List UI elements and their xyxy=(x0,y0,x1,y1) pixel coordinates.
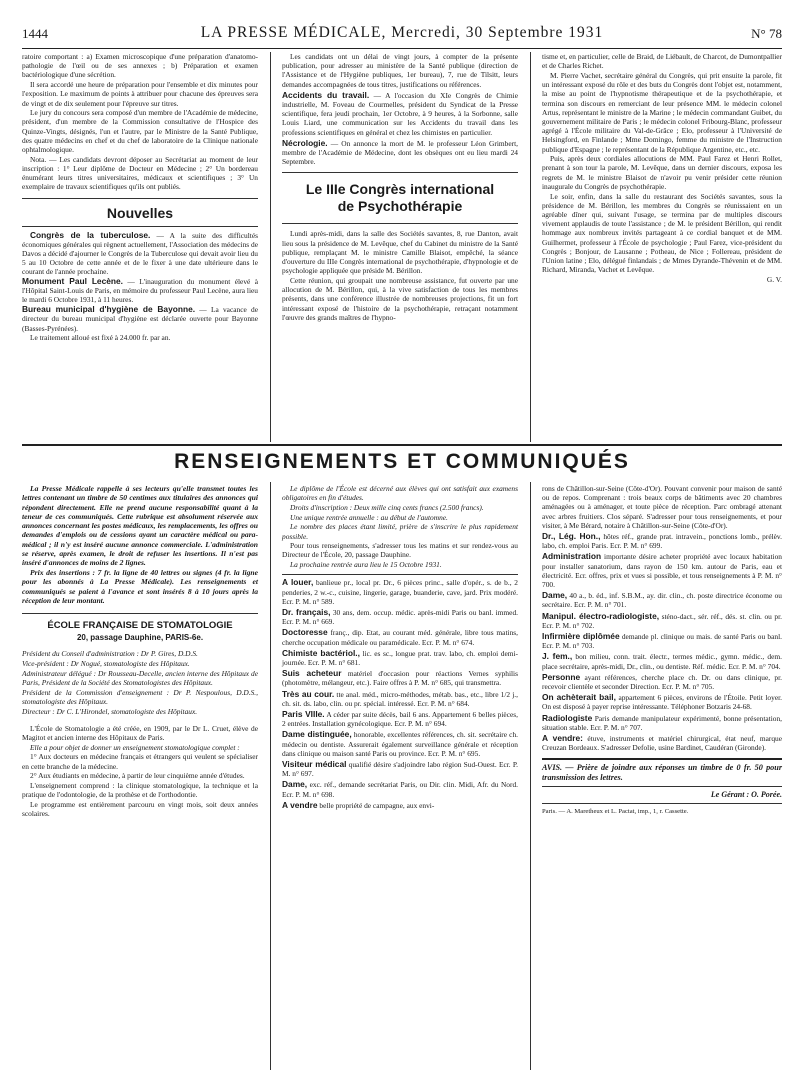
classified-ad xyxy=(542,693,782,711)
classified-ad xyxy=(542,632,782,650)
journal-masthead: LA PRESSE MÉDICALE, Mercredi, 30 Septembre 1931 xyxy=(200,24,604,41)
classified-ad xyxy=(282,608,518,626)
divider xyxy=(22,226,258,227)
classified-ad-text: matériel d'occasion pour réactions Vernes syphilis (photomètre, mélangeur, etc.). Faire offres à P. M. n° 685, qui transmettra. xyxy=(282,669,518,688)
paragraph: Une unique rentrée annuelle : au début de l'automne. xyxy=(290,512,448,522)
classified-ad xyxy=(542,532,782,550)
congres-title: Le IIIe Congrès international xyxy=(305,181,495,198)
classified-ad-text: sténo-dact., sér. réf., dés. st. clin. ou pr. Ecr. P. M. n° 702. xyxy=(542,611,782,630)
classified-ad-text: A céder par suite décès, bail 6 ans. Appartement 6 belles pièces, 2 entrées. Installation gynécologique. Ecr. P. M. n° 694. xyxy=(282,709,518,729)
classified-ad xyxy=(282,710,518,728)
classified-ad xyxy=(542,714,782,732)
column-5 xyxy=(282,484,518,811)
classified-ad-heading: Dame, xyxy=(542,590,568,601)
column-3 xyxy=(542,52,782,285)
congres-subtitle: de Psychothérapie xyxy=(337,198,463,215)
classified-list xyxy=(542,532,782,752)
classified-ad-heading: Doctoresse xyxy=(282,627,328,638)
paragraph: Le jury du concours sera composé d'un membre de l'Académie de médecine, président, d'un membre de la Commission consultative de l'Hospice des Quinze-Vingts, désignés, l'un et l'autre, par le Ministre de la Santé Publique, des quatre médecins en chef et du chef de laboratoire de la Clinique nationale ophtalmologique. xyxy=(22,108,258,155)
classified-ad-text: appartement 6 pièces, environs de l'Étoile. Petit loyer. On est disposé à payer reprise intéressante. Téléphoner Botzaris 24-68. xyxy=(542,693,782,712)
classified-ad-text: belle propriété de campagne, aux envi- xyxy=(317,800,435,810)
journal-title: LA PRESSE MÉDICALE xyxy=(200,24,382,41)
paragraph: Pour tous renseignements, s'adresser tous les matins et sur rendez-vous au Directeur de l'École, 20, passage Dauphine. xyxy=(282,541,518,560)
paragraph: Le programme est entièrement parcouru en vingt mois, soit deux années scolaires. xyxy=(22,799,258,819)
signature: G. V. xyxy=(766,274,782,284)
classified-ad-text: banlieue pr., local pr. Dr., 6 pièces princ., salle d'opér., s. de b., 2 penderies, 2 w.-c., cuisine, lingerie, garage, buanderie, cave, jard. Prix modéré. Ecr. P. M. n° 589. xyxy=(282,578,518,606)
paragraph: Le soir, enfin, dans la salle du restaurant des Sociétés savantes, sous la présidence de M. Bérillon, les membres du Congrès se réunissaient en un agréable dîner qui, suivant l'usage, se termina par de multiples discours vivement applaudis de toute l'assistance ; de M. le président Bérillon, qui rendit hommage aux nombreux invités partageant à ce cordial banquet et de MM. Guilhermet, professeur à l'École de psychologie ; Paul Farez, vice-président du Congrès ; Bonjour, de Lausanne ; Potheau, de Nice ; Follereau, président de l'Union latine ; Elo, délégué finlandais ; de Mmes Dyrande-Thévenin et de MM. Richard, Miranda, Vachet et Levêque. xyxy=(542,191,782,275)
staff-line: Directeur : Dr C. L'Hirondel, stomatologiste des Hôpitaux. xyxy=(22,706,198,716)
column-2 xyxy=(282,52,518,322)
classified-ad xyxy=(282,628,518,646)
section-title-renseignements: RENSEIGNEMENTS ET COMMUNIQUÉS xyxy=(174,450,630,473)
classified-ad-heading: Infirmière diplômée xyxy=(542,631,620,642)
paragraph: M. Pierre Vachet, secrétaire général du Congrès, qui prit ensuite la parole, fit un intéressant exposé du rôle et des buts du Congrès dont l'objet est, notamment, la mise au point de l'hypnotisme thérapeutique et de la psychothérapie, et termina son discours en remerciant de leur présence MM. le médecin colonel Artus, représentant le ministre de la Marine ; le médecin commandant Guibet, du gouvernement militaire de Paris ; le médecin colonel Fribourg-Blanc, professeur agrégé à l'École militaire du Val-de-Grâce ; Elo, professeur à l'Université de Helsingford, en Finlande ; Mme Domingo, femme du ministre de l'Instruction publique d'Espagne ; le représentant de la République Argentine, etc., etc. xyxy=(542,70,782,154)
classified-ad xyxy=(282,690,518,708)
divider xyxy=(282,172,518,173)
paragraph: rons de Châtillon-sur-Seine (Côte-d'Or). Pouvant convenir pour maison de santé ou de repos. Comprenant : trois beaux corps de bâtiments avec 20 chambres aménagées ou à aménager, et toute pièce de réception. Parc ombragé attenant avec arbres fruitiers. Clos séparé. S'adresser pour tous renseignements, et pour visiter, à Me Bérard, notaire à Châtillon-sur-Seine (Côte-d'Or). xyxy=(542,484,782,530)
classified-ad-heading: Manipul. électro-radiologiste, xyxy=(542,610,660,621)
classified-ad-heading: J. fem., xyxy=(542,651,573,662)
paragraph: Nota. — Les candidats devront déposer au Secrétariat au moment de leur inscription : 1° Leur diplôme de Docteur en Médecine ; 2° Un bordereau énumérant leurs titres universitaires, médicaux et scientifiques ; 3° Un exemplaire de travaux scientifiques qu'ils ont publiés. xyxy=(22,154,258,192)
classified-ad-heading: Très au cour. xyxy=(282,688,335,699)
classified-ad xyxy=(282,578,518,606)
divider xyxy=(282,574,518,575)
paragraph: Elle a pour objet de donner un enseignement stomatologique complet : xyxy=(30,742,240,752)
paragraph: tisme et, en particulier, celle de Braid, de Liébault, de Charcot, de Dumontpallier et de Charles Richet. xyxy=(542,52,782,71)
classified-ad-heading: Dr. français, xyxy=(282,606,331,617)
divider xyxy=(542,786,782,787)
news-item: Bureau municipal d'hygiène de Bayonne. — La vacance de directeur du bureau municipal d'hygiène est déclarée ouverte pour Bayonne (Basses-Pyrénées). xyxy=(22,304,258,333)
classified-ad-text: demande pl. clinique ou mais. de santé Paris ou banl. Ecr. P. M. n° 703. xyxy=(542,632,782,651)
paragraph: Les candidats ont un délai de vingt jours, à compter de la présente publication, pour adresser au ministère de la Santé publique (direction de l'Assistance et de l'Hygiène publiques, 1er bureau), 7, rue de Tilsitt, leurs demandes accompagnées de tous titres, justifications ou références. xyxy=(282,52,518,89)
classified-ad-heading: Suis acheteur xyxy=(282,668,342,679)
classified-ad-text: 30 ans, dem. occup. médic. après-midi Paris ou banl. immed. Ecr. P. M. n° 669. xyxy=(282,607,519,627)
classified-ad-heading: Personne xyxy=(542,671,581,682)
news-item: Nécrologie. — On annonce la mort de M. le professeur Léon Grimbert, membre de l'Académie de Médecine, dont les obsèques ont eu lieu mardi 24 Septembre. xyxy=(282,137,518,167)
paragraph: ratoire comportant : a) Examen microscopique d'une préparation d'anatomo-pathologie de l'œil ou de ses annexes ; b) Préparation et examen bactériologique d'une sécrétion. xyxy=(22,52,258,80)
staff-line: Président du Conseil d'administration : Dr P. Gires, D.D.S. xyxy=(22,649,198,659)
column-4 xyxy=(22,484,258,819)
paragraph: L'École de Stomatologie a été créée, en 1909, par le Dr L. Cruet, élève de Magitot et ancien interne des Hôpitaux de Paris. xyxy=(22,723,258,742)
issue-number: N° 78 xyxy=(751,26,782,41)
classified-ad xyxy=(542,591,782,609)
divider xyxy=(542,803,782,804)
classified-ad xyxy=(282,669,518,687)
classified-ad xyxy=(282,801,518,810)
notice-text: La Presse Médicale rappelle à ses lecteurs qu'elle transmet toutes les lettres contenant un timbre de 50 centimes aux titulaires des annonces qui répondent directement. Elle ne prend aucune responsabilité quant à la teneur de ces communiqués. Cette rubrique est absolument réservée aux annonces concernant les postes médicaux, les remplacements, les offres ou demandes d'emplois ou de cessions ayant un caractère médical ou para-médical ; il n'y est inséré aucune annonce commerciale. L'administration se réserve, après examen, le droit de refuser les insertions. Il n'est pas inséré d'annonces de moins de 2 lignes. xyxy=(22,484,258,568)
paragraph: La prochaine rentrée aura lieu le 15 Octobre 1931. xyxy=(290,560,442,570)
section-title-nouvelles: Nouvelles xyxy=(106,204,174,221)
classified-ad xyxy=(282,780,518,798)
gerant: Le Gérant : O. Porée. xyxy=(710,790,782,800)
column-1 xyxy=(22,52,258,343)
classified-ad xyxy=(542,673,782,691)
paragraph: 1° Aux docteurs en médecine français et étrangers qui veulent se spécialiser en cette branche de la médecine. xyxy=(22,752,258,771)
ecole-address: 20, passage Dauphine, PARIS-6e. xyxy=(76,633,204,643)
paragraph: Lundi après-midi, dans la salle des Sociétés savantes, 8, rue Danton, avait lieu sous la présidence de M. Levêque, chef du Cabinet du ministre de la Santé publique, remplaçant M. le ministre Camille Blaisot, empêché, la séance d'ouverture du IIIe Congrès international de psychothérapie, d'hypnologie et de psychologie appliquée que préside M. Bérillon. xyxy=(282,229,518,276)
classified-ad-heading: Chimiste bactériol., xyxy=(282,647,360,658)
page-number: 1444 xyxy=(22,26,48,41)
classified-ad-text: honorable, excellentes références, ch. sit. secrétaire ch. médecin ou dentiste. Assurerait également surveillance générale et réception dans clinique ou maison santé Paris ou province. Ecr. P. M. n° 695. xyxy=(282,730,518,758)
classified-ad-heading: Dr., Lég. Hon., xyxy=(542,531,601,542)
classified-ad-text: qualifié désire s'adjoindre labo région Sud-Ouest. Ecr. P. M. n° 697. xyxy=(282,759,518,779)
divider xyxy=(22,198,258,199)
classified-ad-heading: On achèterait bail, xyxy=(542,692,616,703)
classified-ad-text: Paris demande manipulateur expérimenté, bonne présentation, situation stable. Ecr. P. M. n° 707. xyxy=(542,713,782,732)
section-rule xyxy=(22,444,782,446)
classified-ad-text: exc. réf., demande secrétariat Paris, ou Dir. clin. Midi, Afr. du Nord. Ecr. P. M. n° 698. xyxy=(282,780,518,799)
column-rule xyxy=(270,52,271,442)
classified-ad xyxy=(542,612,782,630)
classified-ad-heading: Visiteur médical xyxy=(282,758,347,769)
column-rule xyxy=(270,482,271,1070)
news-item: Accidents du travail. — A l'occasion du XIe Congrès de Chimie industrielle, M. Foveau de Courmelles, président du Syndicat de la Presse scientifique, fera jeudi prochain, 1er Octobre, à 9 heures, à la Sorbonne, salle Louis Liard, une communication sur les Accidents du travail dans les professions scientifiques en général et chez les chimistes en particulier. xyxy=(282,89,518,137)
paragraph: Il sera accordé une heure de préparation pour l'ensemble et dix minutes pour l'exposition. Le maximum de points à attribuer pour chacune des épreuves sera de vingt et de dix seulement pour l'épreuve sur titres. xyxy=(22,80,258,108)
paragraph: Cette réunion, qui groupait une nombreuse assistance, fut ouverte par une allocution de M. Bérillon, qui, à la vive satisfaction de tous les membres présents, dans une conférence illustrée de nombreuses projections, fit un fort intéressant exposé de l'histoire de la psychothérapie, retraçant notamment l'œuvre des grands maîtres de l'hypno- xyxy=(282,275,518,322)
page-header xyxy=(22,24,782,49)
classified-ad-heading: Administration xyxy=(542,551,602,562)
column-rule xyxy=(530,482,531,1070)
classified-ad-text: bon milieu, conn. trait. électr., termes médic., gymn. médic., dem. place secrétaire, après-midi, Dr., clin., ou dentiste. Réf. médic. Ecr. P. M. n° 704. xyxy=(542,652,782,671)
news-item: Monument Paul Lecène. — L'inauguration du monument élevé à l'Hôpital Saint-Louis de Paris, en mémoire du professeur Paul Lecène, aura lieu le mardi 6 Octobre 1931, à 11 heures. xyxy=(22,276,258,305)
classified-ad-text: ayant références, cherche place ch. Dr. ou dans clinique, pr. recevoir clientèle et seconder Direction. Ecr. P. M. n° 705. xyxy=(542,672,782,692)
paragraph: Le nombre des places étant limité, prière de s'inscrire le plus rapidement possible. xyxy=(282,522,518,541)
classified-ad-text: 40 a., b. éd., inf. S.B.M., ay. dir. clin., ch. poste directrice économe ou secrétaire. Ecr. P. M. n° 701. xyxy=(542,591,782,610)
classified-ad-heading: A vendre: xyxy=(542,733,583,744)
column-6 xyxy=(542,484,782,816)
divider xyxy=(542,758,782,760)
classified-ad-text: lic. es sc., longue prat. trav. labo, ch. emploi demi-journée. Ecr. P. M. n° 681. xyxy=(282,648,518,667)
ecole-title: ÉCOLE FRANÇAISE DE STOMATOLOGIE xyxy=(47,620,233,632)
paragraph: Puis, après deux cordiales allocutions de MM. Paul Farez et Henri Rollet, prenant à son tour la parole, M. Levêque, dans un dernier discours, exposa les regrets de M. le ministre Blaisot de n'avoir pu venir présider cette réunion inaugurale du Congrès de psychothérapie. xyxy=(542,154,782,191)
classified-ad-heading: Dame, xyxy=(282,779,308,790)
staff-line: Président de la Commission d'enseignement : Dr P. Nespoulous, D.D.S., stomatologiste des Hôpitaux. xyxy=(22,687,258,706)
staff-line: Administrateur délégué : Dr Rousseau-Decelle, ancien interne des Hôpitaux de Paris, Président de la Société des Stomatologistes des Hôpitaux. xyxy=(22,668,258,687)
paragraph: L'enseignement comprend : la clinique stomatologique, la technique et la pratique de l'odontologie, de la prothèse et de l'orthodontie. xyxy=(22,781,258,800)
classified-ad xyxy=(542,734,782,752)
classified-ad-heading: Paris VIIIe. xyxy=(282,708,325,719)
paragraph: 2° Aux étudiants en médecine, à partir de leur cinquième année d'études. xyxy=(30,771,245,781)
classified-ad-heading: Dame distinguée, xyxy=(282,729,352,740)
paragraph: Le traitement alloué est fixé à 24.000 fr. par an. xyxy=(30,333,171,343)
classified-ad-text: hôtes réf., grande prat. intravein., ponctions lomb., prélèv. labo, ch. emploi Paris. Ecr. P. M. n° 699. xyxy=(542,532,782,551)
notice-prices: Prix des insertions : 7 fr. la ligne de 40 lettres ou signes (4 fr. la ligne pour les abonnés à La Presse Médicale). Les renseignements et communiqués se paient à l'avance et sont insérés 8 à 10 jours après la réception de leur montant. xyxy=(22,568,258,606)
paragraph: Le diplôme de l'École est décerné aux élèves qui ont satisfait aux examens obligatoires en fin d'études. xyxy=(282,484,518,503)
staff-line: Vice-président : Dr Nogué, stomatologiste des Hôpitaux. xyxy=(22,659,190,669)
classified-ad xyxy=(282,649,518,667)
news-item: Congrès de la tuberculose. — A la suite des difficultés économiques générales qui règnent actuellement, l'Association des médecins de Davos a décidé d'ajourner le Congrès de la Tuberculose qui devait avoir lieu du 5 au 10 Octobre de cette année et de le fixer à une date ultérieure dans le courant de l'année prochaine. xyxy=(22,229,258,277)
classified-ad-heading: A louer, xyxy=(282,577,314,588)
column-rule xyxy=(530,52,531,442)
classified-ad-text: étuve, instruments et matériel chirurgical, état neuf, marque Creuzan Bordeaux. S'adresser Defolie, usine Bardinet, Caudéran (Gironde). xyxy=(542,734,782,753)
classified-ad xyxy=(542,652,782,670)
classified-ad-text: franç., dip. Etat, au courant méd. générale, libre tous matins, cherche occupation médicale ou paramédicale. Ecr. P. M. n° 674. xyxy=(282,628,518,647)
imprimeur: Paris. — A. Maretheux et L. Pactat, imp., 1, r. Cassette. xyxy=(542,807,689,815)
paragraph: Droits d'inscription : Deux mille cinq cents francs (2.500 francs). xyxy=(290,502,484,512)
issue-date: Mercredi, 30 Septembre 1931 xyxy=(391,24,604,41)
classified-ad xyxy=(542,552,782,589)
classified-ad-text: importante désire acheter propriété avec locaux habitation pour installer sanatorium, dans rayon de 150 km. autour de Paris, eau et électricité. Ecr. offres, prix et vues si possible, et tous renseignements à P. M. n° 700. xyxy=(542,552,782,590)
classified-ad xyxy=(282,730,518,758)
divider xyxy=(22,613,258,614)
classified-list xyxy=(282,578,518,810)
avis-notice: AVIS. — Prière de joindre aux réponses un timbre de 0 fr. 50 pour transmission des lettres. xyxy=(542,763,782,783)
divider xyxy=(282,223,518,224)
classified-ad-heading: Radiologiste xyxy=(542,712,593,723)
classified-ad-heading: A vendre xyxy=(282,799,318,810)
classified-ad xyxy=(282,760,518,778)
classified-ad-text: tte anal. méd., micro-méthodes, métab. bas., etc., libre 1/2 j., ch. sit. ds. labo, clin. ou pr. spécial. intéressé. Ecr. P. M. n° 684. xyxy=(282,689,519,708)
